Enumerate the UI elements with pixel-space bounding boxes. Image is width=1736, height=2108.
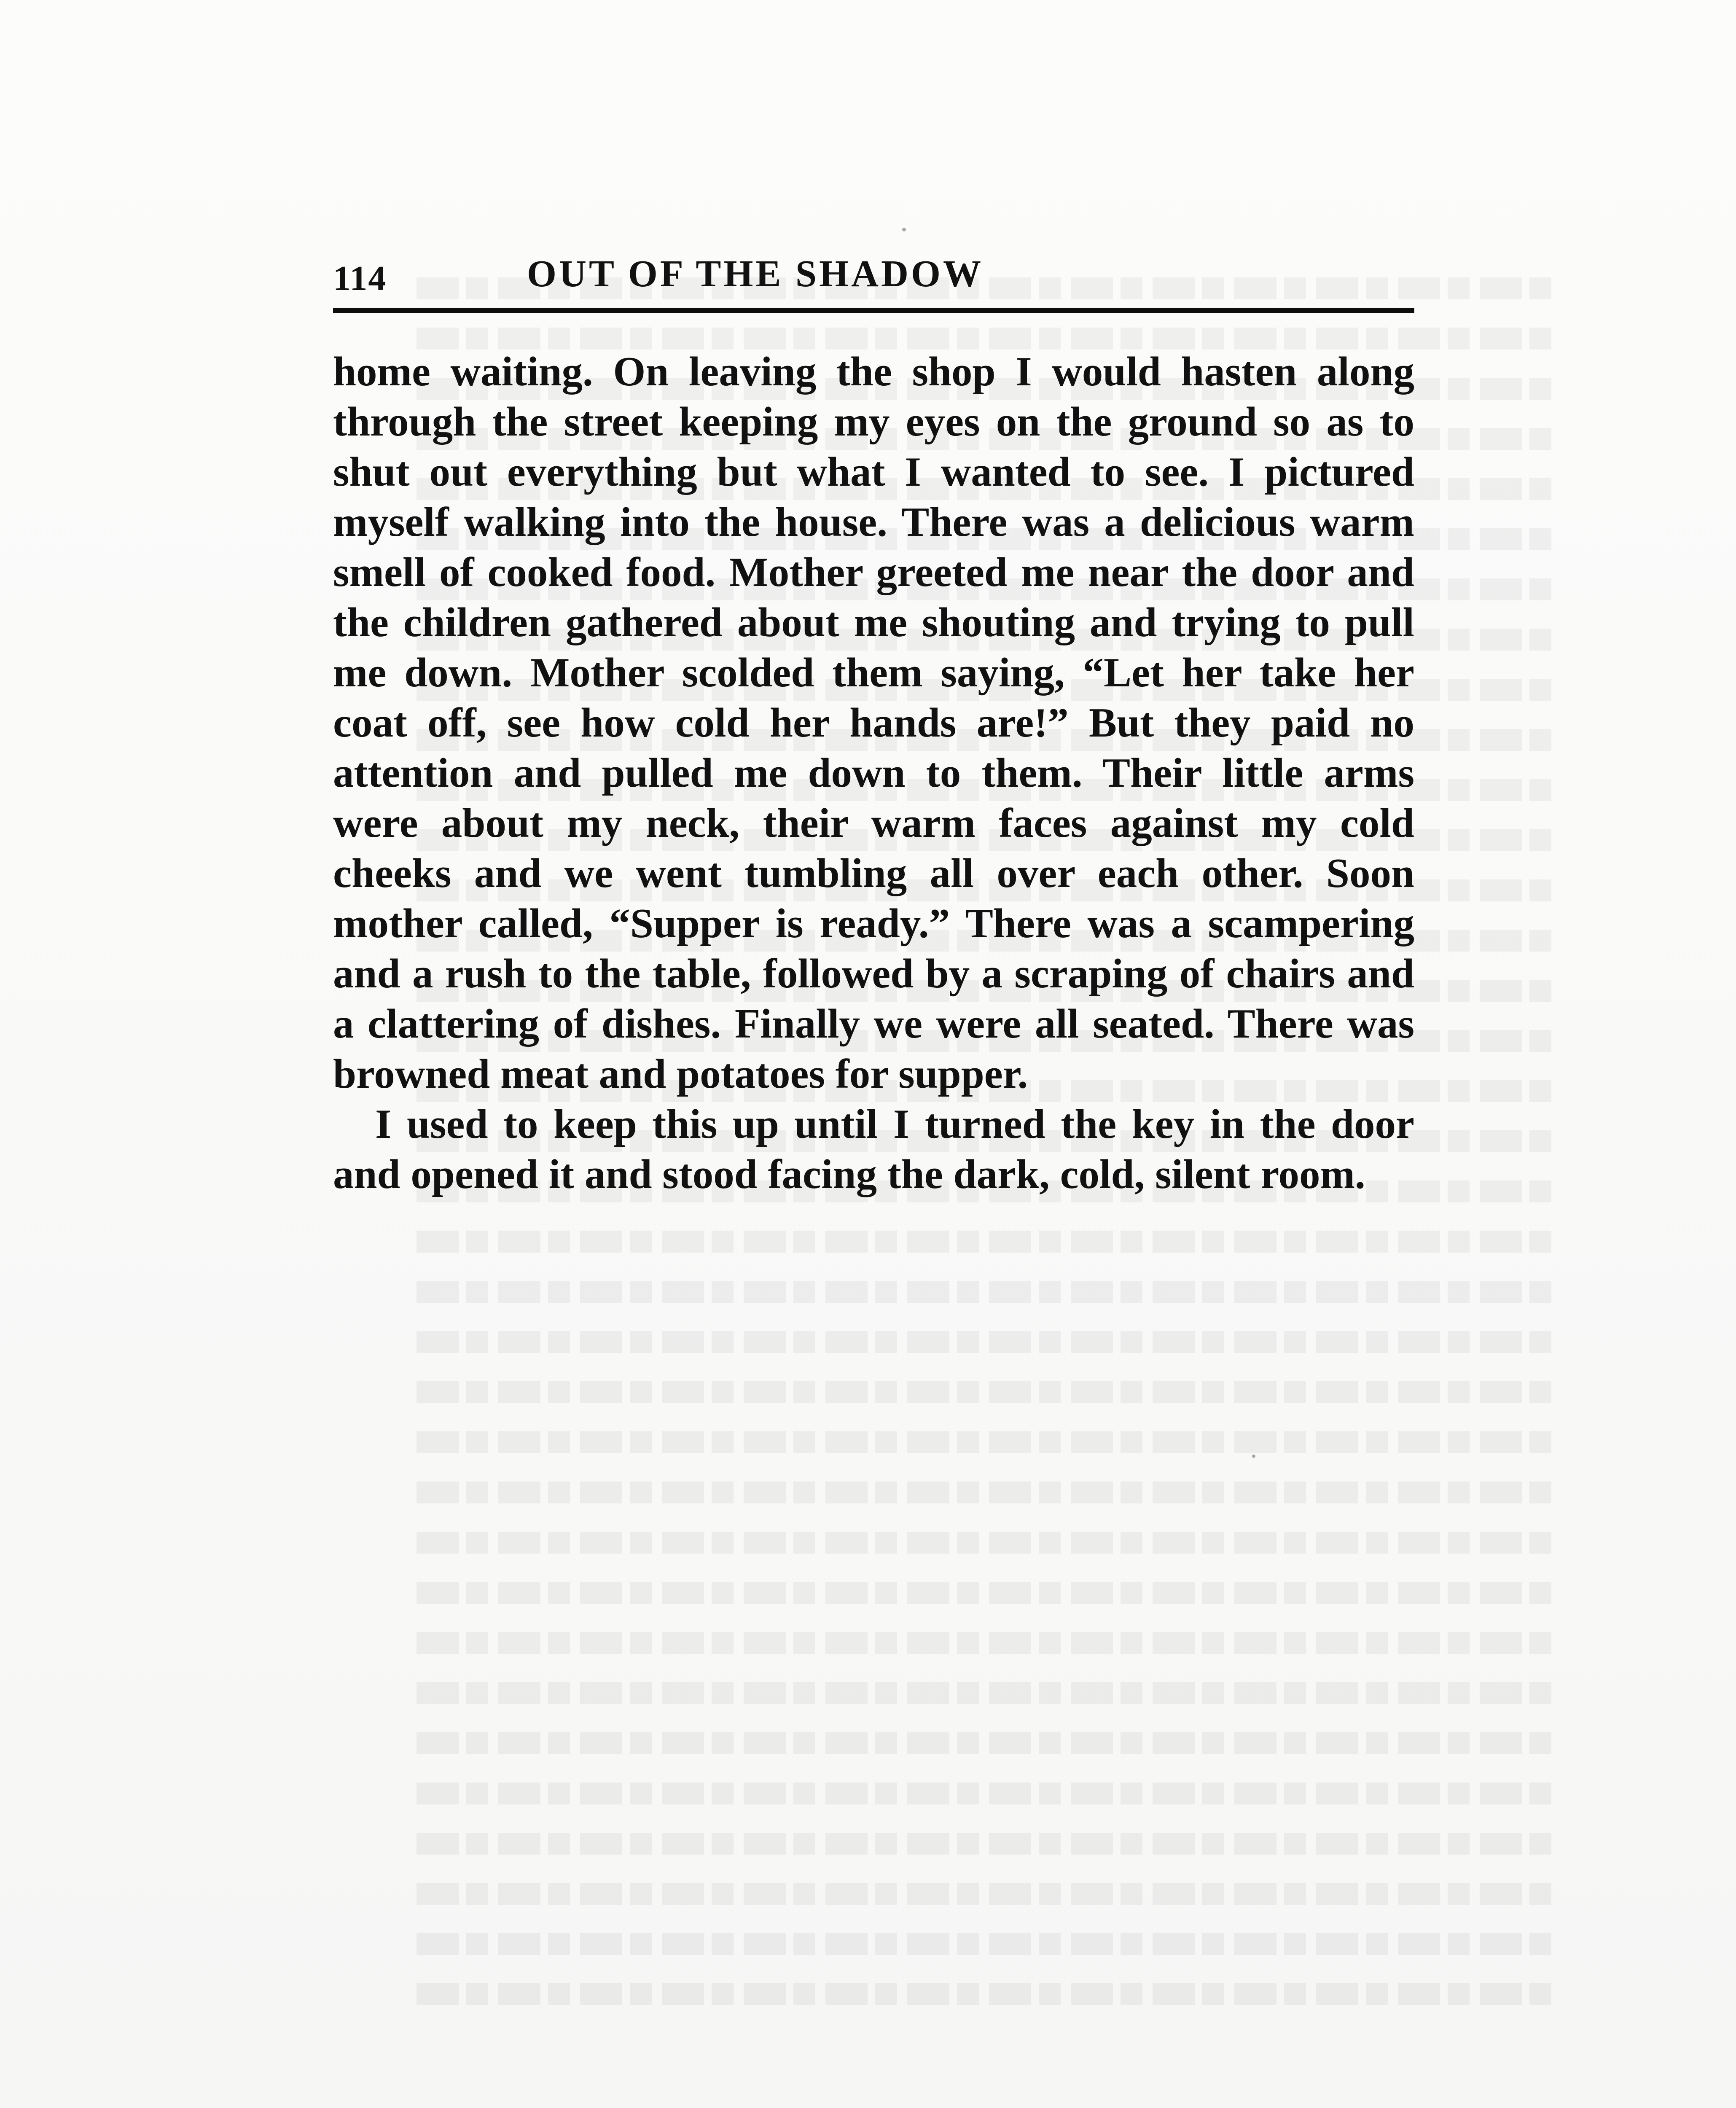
paragraph: home waiting. On leaving the shop I would hasten along through the street keeping my eyes on the ground so as to shut out everything but what I wanted to see. I pictured myself walking into the house. There was a delicious warm smell of cooked food. Mother greeted me near the door and the children gathered about me shouting and trying to pull me down. Mother scolded them saying, “Let her take her coat off, see how cold her hands are!” But they paid no attention and pulled me down to them. Their little arms were about my neck, their warm faces against my cold cheeks and we went tumbling all over each other. Soon mother called, “Supper is ready.” There was a scampering and a rush to the table, followed by a scraping of chairs and a clattering of dishes. Finally we were all seated. There was browned meat and potatoes for supper. [333, 349, 1414, 1097]
running-head: OUT OF THE SHADOW [527, 253, 984, 295]
page-number: 114 [333, 259, 387, 298]
page-header [333, 252, 1412, 315]
body-text [333, 347, 1414, 1199]
header-rule [333, 308, 1414, 313]
paper-speck [1252, 1455, 1255, 1458]
paper-speck [902, 228, 906, 231]
paragraph: I used to keep this up until I turned the key in the door and opened it and stood facing the dark, cold, silent room. [333, 1101, 1414, 1197]
